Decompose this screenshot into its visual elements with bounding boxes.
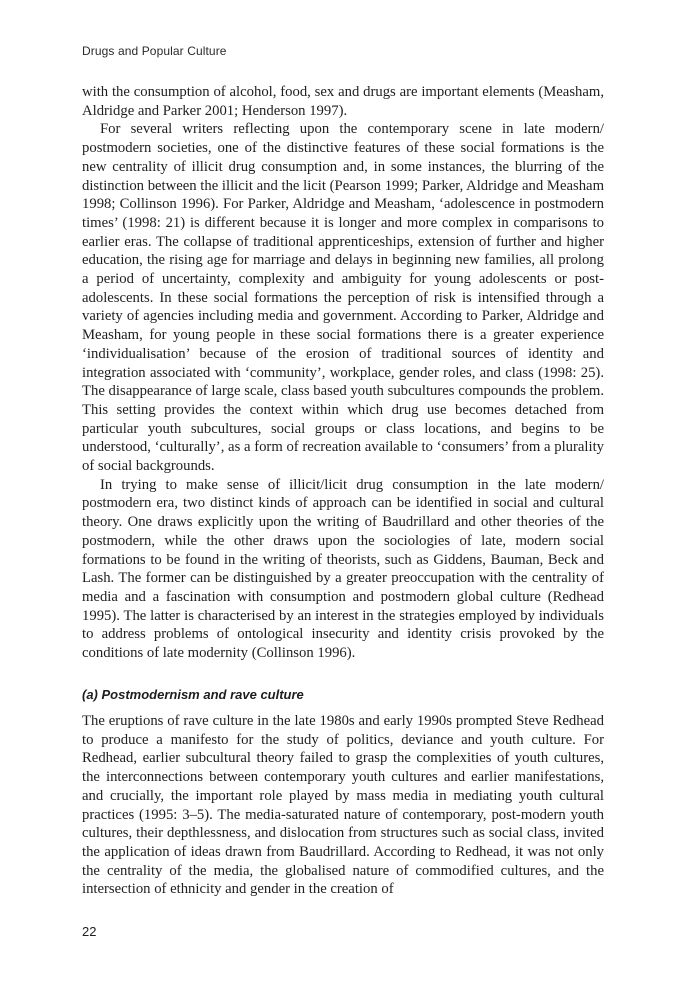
paragraph-two-approaches: In trying to make sense of illicit/licit drug consumption in the late modern/ postmodern era, two distinct kinds of approach can be identified in social and cultural theory. One draws explicitly upon the writing of Baudrillard and other theories of the postmodern, while the other draws upon the sociologies of late, modern social formations to be found in the writing of theorists, such as Giddens, Bauman, Beck and Lash. The former can be distinguished by a greater preoccupation with the centrality of media and a fascination with consumption and postmodern global culture (Redhead 1995). The latter is characterised by an interest in the strategies employed by individuals to address problems of ontological insecurity and identity crisis provoked by the conditions of late modernity (Collinson 1996). (82, 476, 604, 662)
page-number: 22 (82, 924, 97, 939)
section-text (82, 712, 604, 899)
running-head: Drugs and Popular Culture (82, 44, 227, 58)
body-text (82, 83, 604, 663)
paragraph-continuation: with the consumption of alcohol, food, sex and drugs are important elements (Measham, Aldridge and Parker 2001; Henderson 1997). (82, 84, 604, 119)
paragraph-rave-culture: The eruptions of rave culture in the late 1980s and early 1990s prompted Steve Redhead to produce a manifesto for the study of politics, deviance and youth culture. For Redhead, earlier subcultural theory failed to grasp the complexities of youth cultures, the interconnections between contemporary youth cultures and earlier manifestations, and crucially, the important role played by mass media in mediating youth cultural practices (1995: 3–5). The media-saturated nature of contemporary, post-modern youth cultures, their depthlessness, and dislocation from structures such as social class, invited the application of ideas drawn from Baudrillard. According to Redhead, it was not only the centrality of the media, the globalised nature of commodified cultures, and the intersection of ethnicity and gender in the creation of (82, 713, 604, 898)
section-heading: (a) Postmodernism and rave culture (82, 687, 304, 702)
paragraph-postmodern-societies: For several writers reflecting upon the contemporary scene in late modern/ postmodern societies, one of the distinctive features of these social formations is the new centrality of illicit drug consumption and, in some instances, the blurring of the distinction between the illicit and the licit (Pearson 1999; Parker, Aldridge and Measham 1998; Collinson 1996). For Parker, Aldridge and Measham, ‘adolescence in postmodern times’ (1998: 21) is different because it is longer and more complex in comparisons to earlier eras. The collapse of traditional apprenticeships, extension of further and higher education, the rising age for marriage and delays in beginning new families, all prolong a period of uncertainty, complexity and ambiguity for young adolescents or post-adolescents. In these social formations the perception of risk is intensified through a variety of agencies including media and government. According to Parker, Aldridge and Measham, for young people in these social formations there is a greater experience ‘individualisation’ because of the erosion of traditional sources of identity and integration associated with ‘community’, workplace, gender roles, and class (1998: 25). The disappearance of large scale, class based youth subcultures compounds the problem. This setting provides the context within which drug use becomes detached from particular youth subcultures, social groups or class locations, and begins to be understood, ‘culturally’, as a form of recreation available to ‘consumers’ from a plurality of social backgrounds. (82, 121, 604, 475)
